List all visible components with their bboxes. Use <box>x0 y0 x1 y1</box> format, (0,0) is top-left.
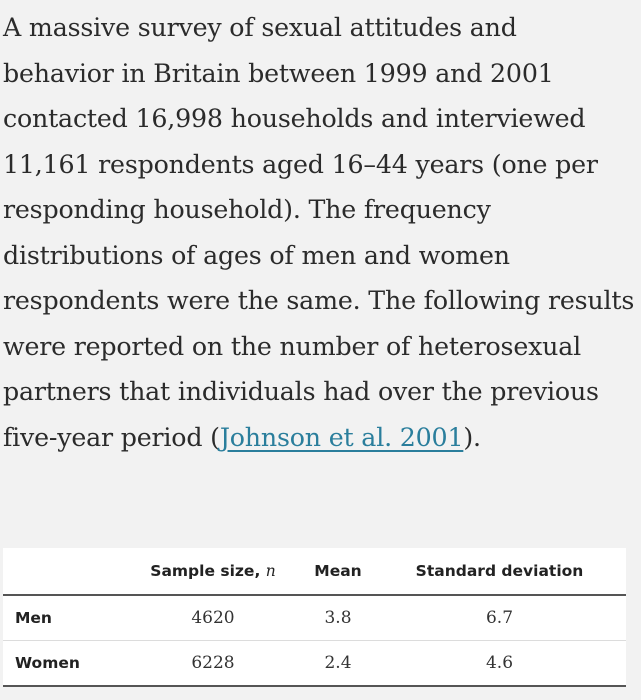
header-sample-size: Sample size, n <box>123 548 303 595</box>
cell-mean: 2.4 <box>303 641 373 687</box>
citation-link[interactable]: Johnson et al. 2001 <box>219 422 464 452</box>
table-row-women <box>3 641 626 687</box>
row-label: Men <box>3 595 123 641</box>
paragraph-text-end: ). <box>463 422 481 452</box>
results-table <box>3 548 626 687</box>
header-empty <box>3 548 123 595</box>
header-n-symbol: n <box>265 562 276 580</box>
cell-std: 4.6 <box>373 641 626 687</box>
header-mean: Mean <box>303 548 373 595</box>
paragraph-text: A massive survey of sexual attitudes and behavior in Britain between 1999 and 2001 contacted 16,998 households and interviewed 11,161 respondents aged 16–44 years (one per responding household). The frequency distributions of ages of men and women respondents were the same. The following results were reported on the number of heterosexual partners that individuals had over the previous five-year period ( <box>3 13 635 452</box>
cell-sample-size: 6228 <box>123 641 303 687</box>
table-row-men <box>3 595 626 641</box>
row-label: Women <box>3 641 123 687</box>
cell-std: 6.7 <box>373 595 626 641</box>
table-header-row <box>3 548 626 595</box>
problem-paragraph <box>3 5 635 460</box>
cell-mean: 3.8 <box>303 595 373 641</box>
header-standard-deviation: Standard deviation <box>373 548 626 595</box>
cell-sample-size: 4620 <box>123 595 303 641</box>
